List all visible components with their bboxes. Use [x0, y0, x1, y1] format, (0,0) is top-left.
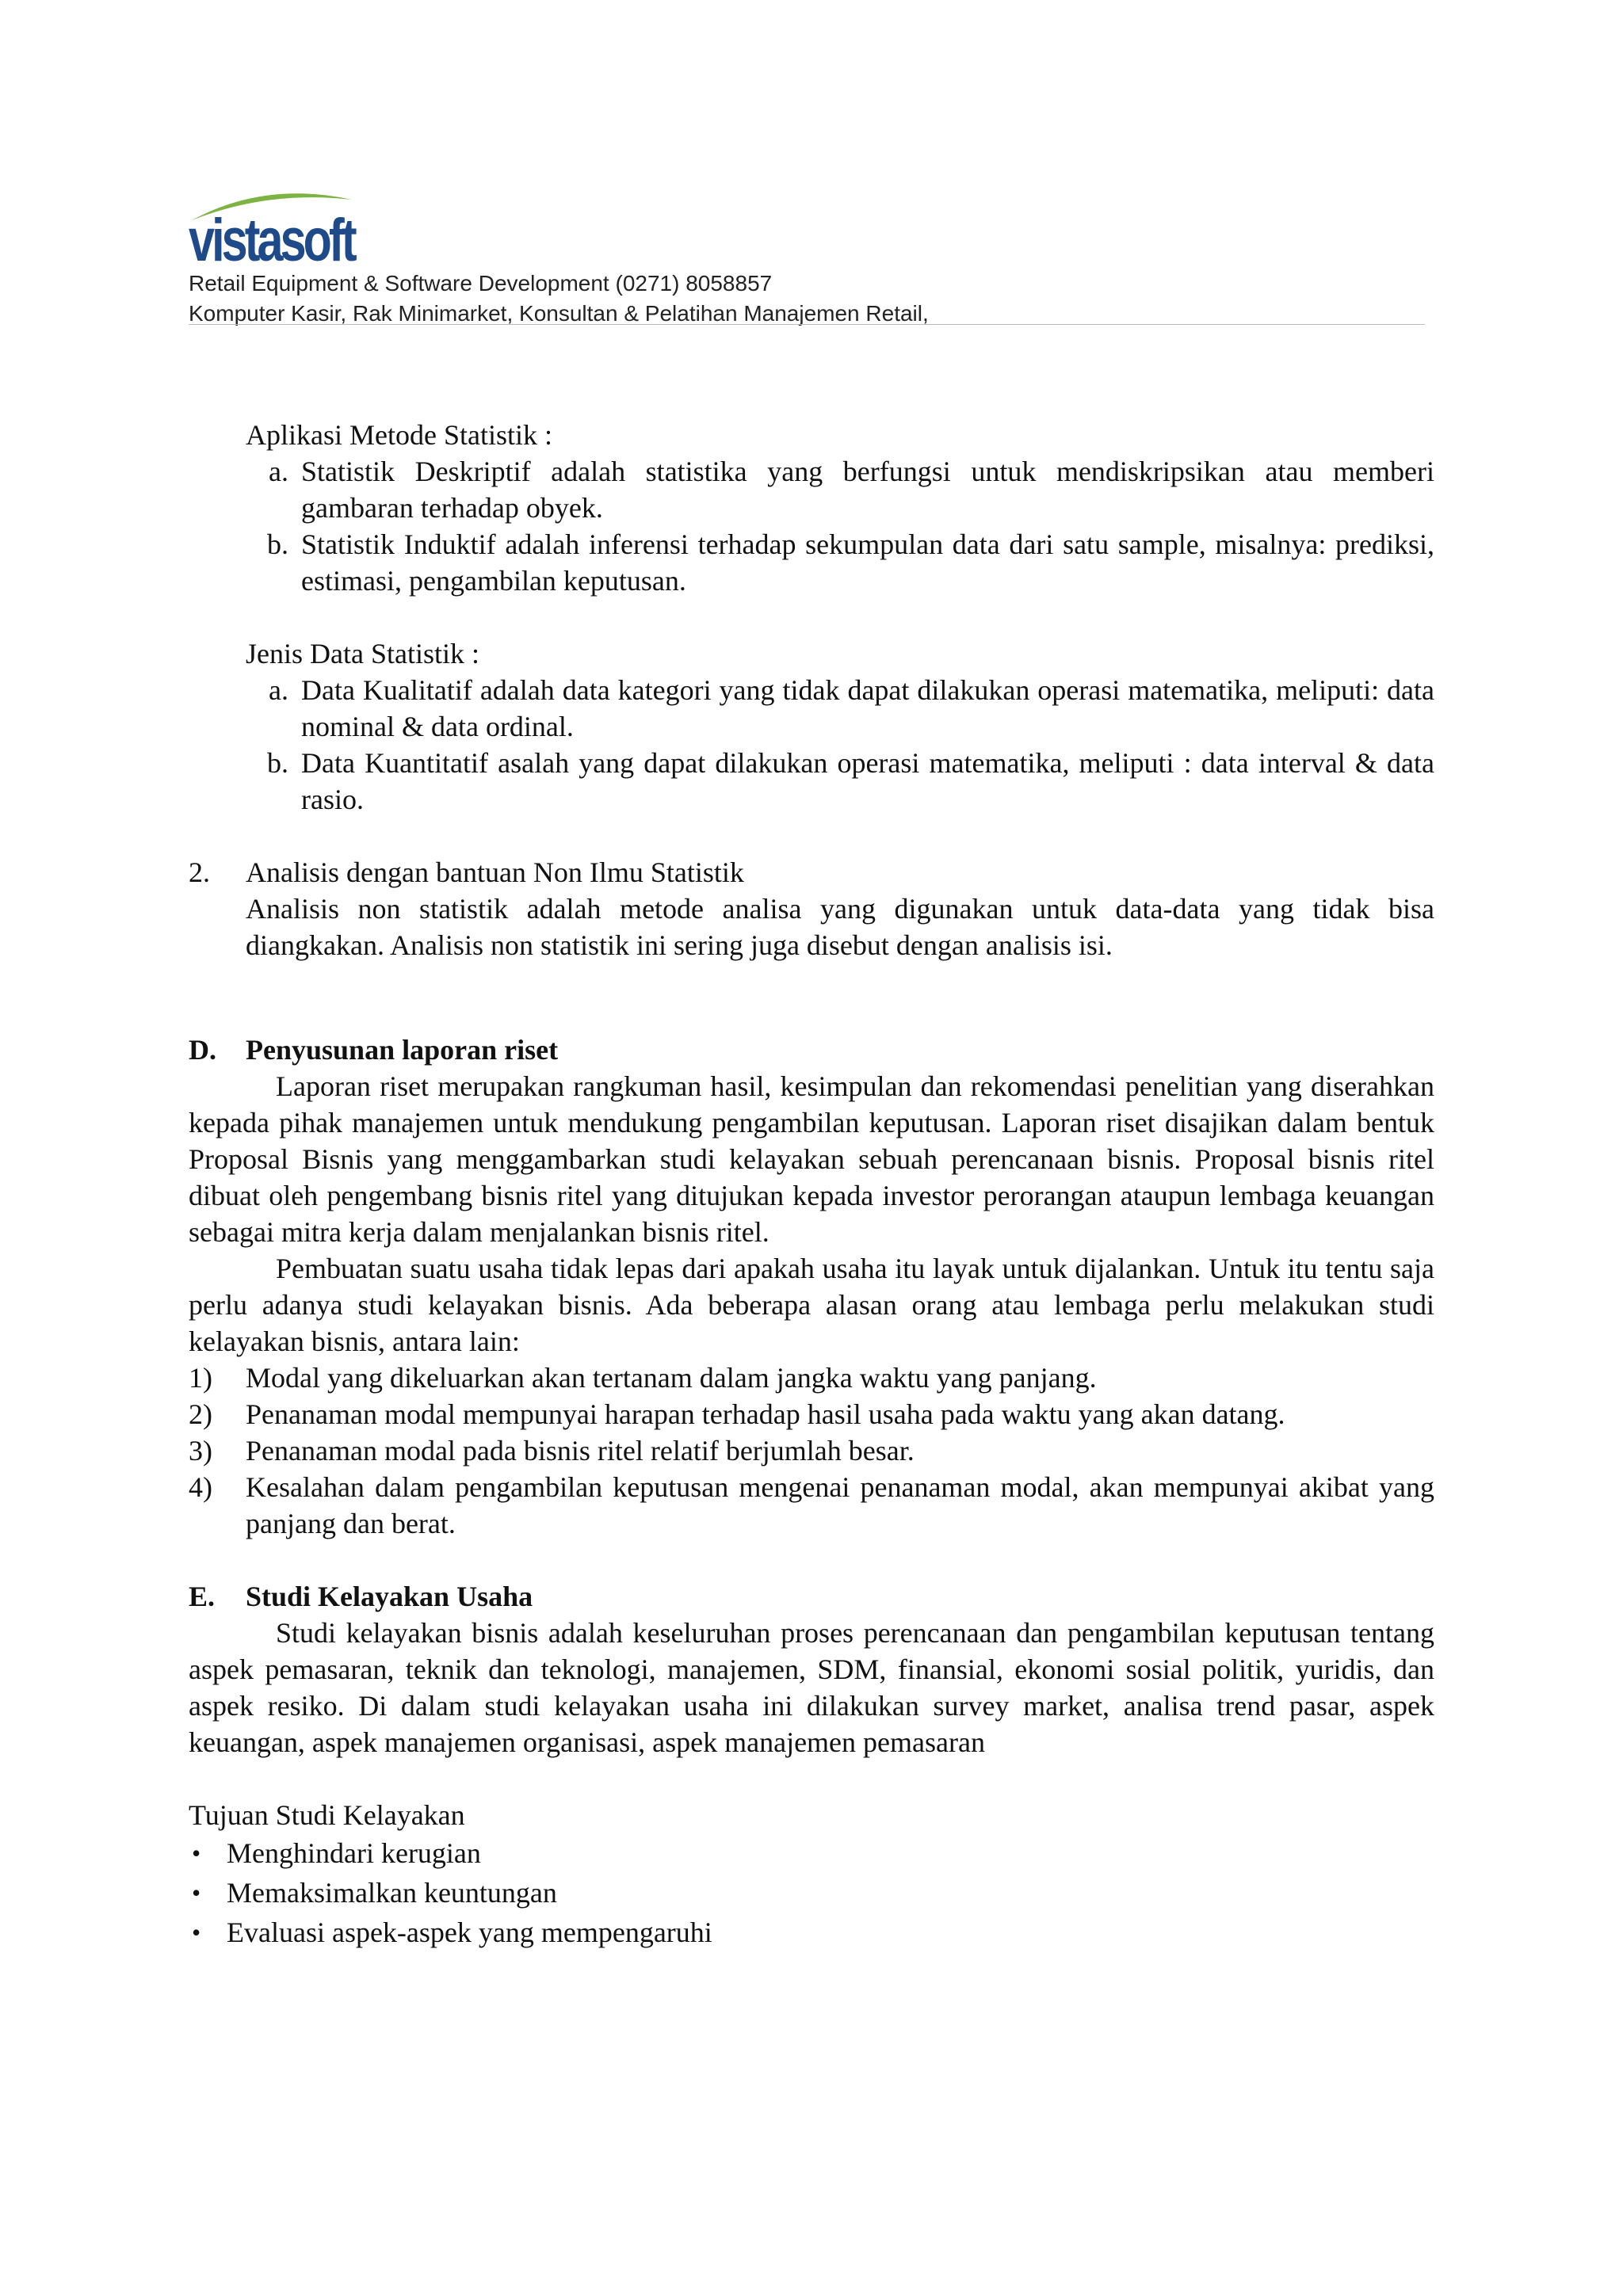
- section-d-paragraph-1: Laporan riset merupakan rangkuman hasil, kesimpulan dan rekomendasi penelitian yang diserahkan kepada pihak manajemen untuk mendukung pengambilan keputusan. Laporan riset disajikan dalam bentuk Proposal Bisnis yang menggambarkan studi kelayakan sebuah perencanaan bisnis. Proposal bisnis ritel dibuat oleh pengembang bisnis ritel yang ditujukan kepada investor perorangan ataupun lembaga keuangan sebagai mitra kerja dalam menjalankan bisnis ritel.: [189, 1070, 1434, 1248]
- jenis-item-a: [246, 672, 1434, 745]
- bullet-icon: •: [192, 1878, 201, 1907]
- list-item-text: Evaluasi aspek-aspek yang mempengaruhi: [227, 1917, 712, 1948]
- section-d-title: Penyusunan laporan riset: [246, 1034, 559, 1066]
- list-item: [189, 1833, 1434, 1873]
- logo-wordmark: vistasoft: [189, 207, 354, 274]
- list-marker: a.: [269, 674, 288, 706]
- list-marker: b.: [267, 528, 288, 560]
- tujuan-title: Tujuan Studi Kelayakan: [189, 1799, 465, 1831]
- list-item-text: Statistik Induktif adalah inferensi terhadap sekumpulan data dari satu sample, misalnya: prediksi, estimasi, pengambilan keputusan.: [301, 528, 1434, 597]
- bullet-icon: •: [192, 1839, 201, 1867]
- list-item-text: Modal yang dikeluarkan akan tertanam dalam jangka waktu yang panjang.: [246, 1362, 1097, 1394]
- list-marker: b.: [267, 747, 288, 779]
- list-marker: a.: [269, 456, 288, 487]
- list-marker: 3): [189, 1435, 212, 1466]
- section-e-paragraph-1: Studi kelayakan bisnis adalah keseluruhan proses perencanaan dan pengambilan keputusan tentang aspek pemasaran, teknik dan teknologi, manajemen, SDM, finansial, ekonomi sosial politik, yuridis, dan aspek resiko. Di dalam studi kelayakan usaha ini dilakukan survey market, analisa trend pasar, aspek keuangan, aspek manajemen organisasi, aspek manajemen pemasaran: [189, 1617, 1434, 1758]
- vistasoft-logo: [189, 185, 355, 274]
- section-e-heading: [189, 1578, 1434, 1615]
- letterhead-divider: [189, 324, 1425, 325]
- list-marker: 2): [189, 1398, 212, 1430]
- letterhead-line-2: Komputer Kasir, Rak Minimarket, Konsultan & Pelatihan Manajemen Retail,: [189, 301, 929, 326]
- jenis-item-b: [246, 745, 1434, 818]
- section-d-letter: D.: [189, 1034, 216, 1066]
- aplikasi-item-a: [246, 453, 1434, 526]
- list-marker: 1): [189, 1362, 212, 1394]
- list-item: [189, 1913, 1434, 1952]
- reason-item-4: [189, 1469, 1434, 1542]
- point-2-number: 2.: [189, 856, 210, 888]
- reason-item-3: [189, 1432, 1434, 1469]
- list-item-text: Penanaman modal mempunyai harapan terhadap hasil usaha pada waktu yang akan datang.: [246, 1398, 1285, 1430]
- reason-item-1: [189, 1360, 1434, 1396]
- reason-item-2: [189, 1396, 1434, 1432]
- list-item: [189, 1873, 1434, 1913]
- list-item-text: Penanaman modal pada bisnis ritel relatif berjumlah besar.: [246, 1435, 915, 1466]
- list-item-text: Memaksimalkan keuntungan: [227, 1877, 557, 1909]
- point-2: [189, 854, 1434, 891]
- aplikasi-item-b: [246, 526, 1434, 599]
- letterhead: [189, 185, 1425, 329]
- point-2-title: Analisis dengan bantuan Non Ilmu Statistik: [246, 856, 744, 888]
- aplikasi-title: Aplikasi Metode Statistik :: [246, 419, 552, 451]
- section-d-paragraph-2: Pembuatan suatu usaha tidak lepas dari apakah usaha itu layak untuk dijalankan. Untuk itu tentu saja perlu adanya studi kelayakan bisnis. Ada beberapa alasan orang atau lembaga perlu melakukan studi kelayakan bisnis, antara lain:: [189, 1253, 1434, 1357]
- jenis-title: Jenis Data Statistik :: [246, 638, 479, 669]
- letterhead-line-1: Retail Equipment & Software Development (0271) 8058857: [189, 271, 773, 296]
- list-item-text: Statistik Deskriptif adalah statistika yang berfungsi untuk mendiskripsikan atau memberi gambaran terhadap obyek.: [301, 456, 1434, 524]
- section-e-letter: E.: [189, 1581, 216, 1612]
- document-body: [189, 417, 1434, 1952]
- list-item-text: Data Kuantitatif asalah yang dapat dilakukan operasi matematika, meliputi : data interval & data rasio.: [301, 747, 1434, 815]
- list-item-text: Menghindari kerugian: [227, 1837, 481, 1869]
- section-e-title: Studi Kelayakan Usaha: [246, 1581, 533, 1612]
- point-2-text: Analisis non statistik adalah metode analisa yang digunakan untuk data-data yang tidak bisa diangkakan. Analisis non statistik ini sering juga disebut dengan analisis isi.: [246, 893, 1434, 961]
- list-item-text: Data Kualitatif adalah data kategori yang tidak dapat dilakukan operasi matematika, meliputi: data nominal & data ordinal.: [301, 674, 1434, 742]
- list-item-text: Kesalahan dalam pengambilan keputusan mengenai penanaman modal, akan mempunyai akibat yang panjang dan berat.: [246, 1471, 1434, 1539]
- section-d-heading: [189, 1032, 1434, 1068]
- list-marker: 4): [189, 1471, 212, 1503]
- tujuan-list: [189, 1833, 1434, 1952]
- bullet-icon: •: [192, 1918, 201, 1947]
